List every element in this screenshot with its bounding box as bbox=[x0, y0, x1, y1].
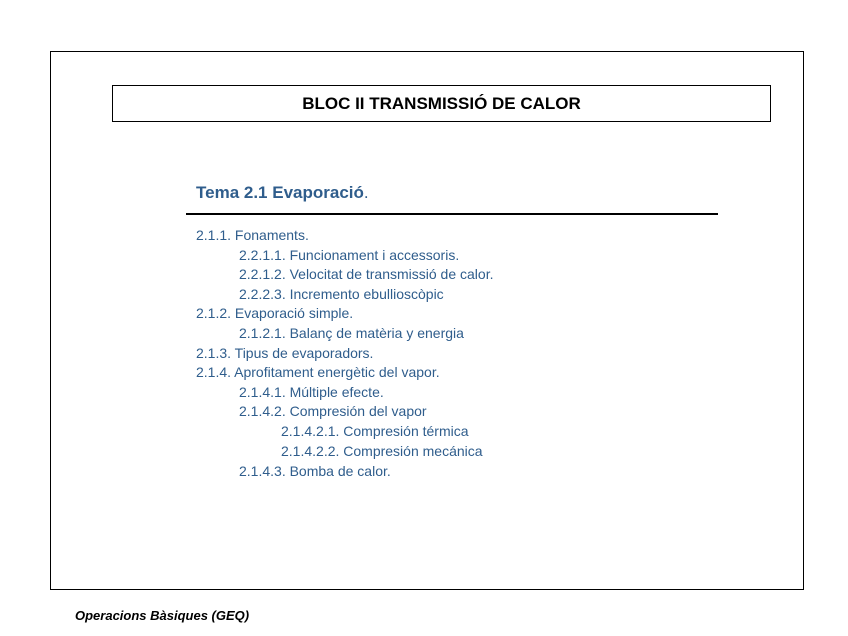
outline-item: 2.1.1. Fonaments. bbox=[196, 227, 309, 243]
outline-item: 2.2.1.1. Funcionament i accessoris. bbox=[239, 247, 460, 263]
topic-title-suffix: . bbox=[363, 183, 369, 202]
footer-course-label: Operacions Bàsiques (GEQ) bbox=[75, 608, 250, 623]
topic-title-text: Tema 2.1 Evaporació bbox=[196, 183, 364, 202]
outline-item: 2.1.4.3. Bomba de calor. bbox=[239, 463, 391, 479]
outline-item: 2.1.4.2.1. Compresión térmica bbox=[281, 423, 469, 439]
outline-item: 2.2.1.2. Velocitat de transmissió de calor. bbox=[239, 266, 494, 282]
title-underline-divider bbox=[186, 213, 718, 215]
outline-item: 2.1.4.2.2. Compresión mecánica bbox=[281, 443, 483, 459]
topic-title bbox=[196, 183, 369, 203]
outline-item: 2.1.4. Aprofitament energètic del vapor. bbox=[196, 364, 440, 380]
outline-item: 2.1.3. Tipus de evaporadors. bbox=[196, 345, 374, 361]
slide-header-title: BLOC II TRANSMISSIÓ DE CALOR bbox=[302, 93, 581, 113]
slide-frame bbox=[50, 51, 804, 590]
outline-item: 2.1.2. Evaporació simple. bbox=[196, 305, 354, 321]
outline-item: 2.1.4.2. Compresión del vapor bbox=[239, 403, 427, 419]
slide-header-box bbox=[112, 85, 771, 122]
outline-item: 2.1.2.1. Balanç de matèria y energia bbox=[239, 325, 464, 341]
outline-item: 2.2.2.3. Incremento ebullioscòpic bbox=[239, 286, 444, 302]
outline-item: 2.1.4.1. Múltiple efecte. bbox=[239, 384, 384, 400]
